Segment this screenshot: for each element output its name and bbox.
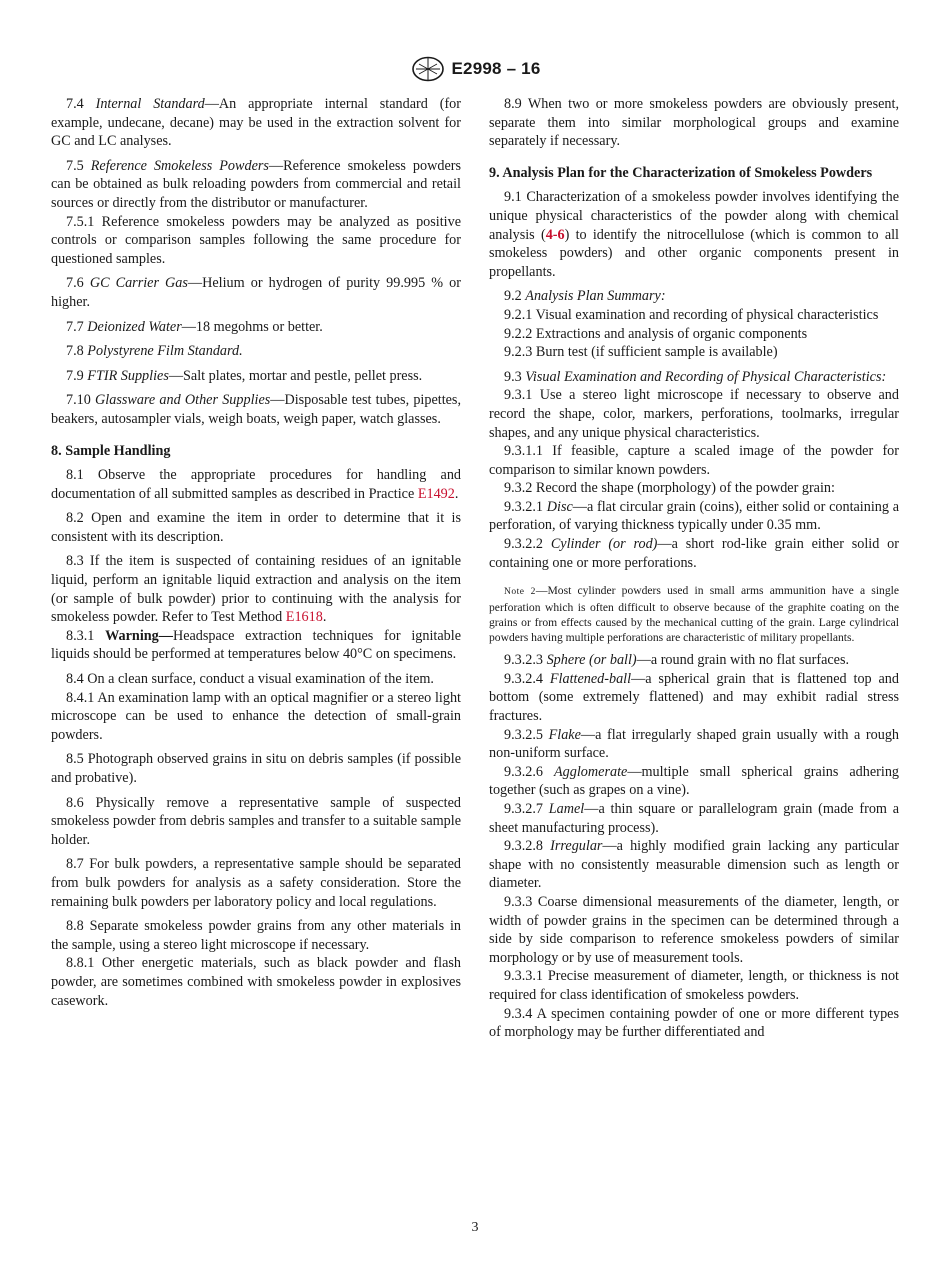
clause-number: 7.5 — [66, 157, 84, 174]
clause-text: Other energetic materials, such as black powder and flash powder, are sometimes combined with smokeless powder in explosives casework. — [51, 955, 462, 1009]
clause-text: Characterization of a smokeless powder involves identifying the unique physical characteristics of the powder along with chemical analysis ( — [489, 189, 899, 243]
clause-title: Flake — [548, 726, 581, 743]
clause-paragraph — [489, 893, 899, 967]
clause-number: 7.4 — [66, 96, 84, 112]
clause-text: —Helium or hydrogen of purity 99.995 % or higher. — [51, 275, 461, 310]
clause-text: —18 megohms or better. — [181, 318, 323, 335]
clause-paragraph — [51, 670, 461, 689]
clause-paragraph — [489, 967, 899, 1004]
clause-paragraph — [489, 800, 899, 837]
clause-title: Internal Standard — [95, 96, 205, 112]
clause-number: 8.8 — [66, 918, 84, 935]
clause-number: 9.3.2 — [504, 480, 533, 497]
clause-title: Polystyrene Film Standard. — [87, 343, 243, 360]
clause-title: GC Carrier Gas — [89, 275, 188, 292]
left-column — [51, 95, 461, 1010]
clause-paragraph — [51, 750, 461, 787]
clause-title: FTIR Supplies — [87, 367, 169, 384]
clause-number: 9.2 — [504, 288, 522, 305]
clause-number: 9.3.2.1 — [504, 498, 544, 515]
clause-paragraph — [51, 466, 461, 503]
clause-number: 8.3.1 — [66, 627, 95, 644]
standard-link[interactable]: E1618 — [285, 609, 323, 626]
clause-text: Visual examination and recording of physical characteristics — [535, 306, 879, 323]
clause-number: 8.1 — [66, 467, 84, 484]
clause-number: 9.3.2.3 — [504, 652, 544, 669]
clause-text: —Disposable test tubes, pipettes, beakers, autosampler vials, weigh boats, weigh paper, watch glasses. — [51, 392, 461, 427]
clause-title: Sphere (or ball) — [546, 652, 637, 669]
clause-text: —An appropriate internal standard (for example, undecane, decane) may be used in the extraction solvent for GC and LC analyses. — [51, 96, 461, 150]
clause-title: Glassware and Other Supplies — [95, 392, 271, 409]
clause-paragraph — [51, 954, 461, 1010]
clause-number: 9.3.2.2 — [504, 536, 544, 553]
clause-paragraph — [489, 763, 899, 800]
clause-paragraph — [51, 855, 461, 911]
clause-title: Analysis Plan Summary: — [525, 288, 666, 305]
clause-number: 7.7 — [66, 318, 84, 335]
clause-paragraph — [51, 318, 461, 337]
clause-text-tail: ) to identify the nitrocellulose (which is common to all smokeless powders) and other organic components present in propellants. — [489, 226, 899, 280]
clause-paragraph — [489, 343, 899, 362]
clause-text: When two or more smokeless powders are obviously present, separate them into similar morphological groups and examine separately if necessary. — [489, 96, 899, 150]
clause-number: 9.2.2 — [504, 325, 533, 342]
page-number: 3 — [471, 1220, 479, 1235]
clause-number: 9.1 — [504, 189, 522, 206]
clause-number: 8.4.1 — [66, 689, 95, 706]
clause-text: Burn test (if sufficient sample is available) — [535, 344, 778, 361]
clause-number: 9.3.4 — [504, 1005, 533, 1022]
clause-number: 9.3.3.1 — [504, 968, 544, 985]
clause-number: 9.3.2.4 — [504, 670, 544, 687]
clause-number: 9.3.3 — [504, 893, 533, 910]
clause-title: Flattened-ball — [549, 670, 632, 687]
clause-paragraph — [489, 535, 899, 572]
clause-text: A specimen containing powder of one or more different types of morphology may be further differentiated and — [489, 1005, 899, 1041]
clause-paragraph — [51, 342, 461, 361]
clause-text: Physically remove a representative sample of suspected smokeless powder from debris samples and transfer to a suitable sample holder. — [51, 794, 461, 848]
clause-text: For bulk powders, a representative sample should be separated from bulk powders for analysis as a safety consideration. Store the remaining bulk powders per laboratory policy and local regulations. — [51, 856, 462, 910]
clause-paragraph — [51, 391, 461, 428]
clause-number: 9.3.2.7 — [504, 801, 544, 817]
clause-number: 9.3 — [504, 368, 522, 385]
clause-number: 9.3.1.1 — [504, 443, 544, 460]
clause-text: Precise measurement of diameter, length, or thickness is not required for class identification of smokeless powders. — [489, 968, 899, 1003]
clause-number: 7.8 — [66, 343, 84, 360]
clause-paragraph — [489, 442, 899, 479]
clause-paragraph — [51, 157, 461, 213]
clause-paragraph — [51, 509, 461, 546]
clause-number: 8.5 — [66, 751, 84, 768]
clause-title: Disc — [546, 498, 573, 515]
clause-number: 9.3.2.6 — [504, 763, 544, 780]
clause-text: Photograph observed grains in situ on debris samples (if possible and probative). — [51, 751, 461, 786]
note-label: Note 2 — [504, 587, 536, 598]
reference-link[interactable]: 4-6 — [545, 226, 565, 243]
clause-number: 9.3.2.8 — [504, 838, 544, 855]
clause-paragraph — [489, 837, 899, 893]
clause-number: 7.6 — [66, 275, 84, 292]
clause-text: Open and examine the item in order to determine that it is consistent with its description. — [51, 510, 461, 545]
clause-paragraph — [51, 917, 461, 954]
clause-title: Cylinder (or rod) — [550, 536, 658, 553]
clause-text: —a thin square or parallelogram grain (made from a sheet manufacturing process). — [489, 801, 900, 836]
clause-number: 7.9 — [66, 367, 84, 384]
clause-text: Observe the appropriate procedures for handling and documentation of all submitted samples as described in Practice — [51, 467, 462, 502]
clause-paragraph — [51, 794, 461, 850]
clause-paragraph — [489, 479, 899, 498]
clause-text: Record the shape (morphology) of the powder grain: — [535, 480, 835, 497]
clause-paragraph — [489, 726, 899, 763]
clause-paragraph — [489, 368, 899, 387]
clause-text: Headspace extraction techniques for ignitable liquids should be performed at temperatures below 40°C on specimens. — [51, 627, 461, 663]
clause-text-tail: . — [454, 485, 459, 502]
clause-number: 9.3.2.5 — [504, 726, 544, 743]
clause-title: Agglomerate — [554, 763, 628, 780]
clause-paragraph — [489, 325, 899, 344]
section-heading: 8. Sample Handling — [51, 442, 171, 459]
clause-text: —a spherical grain that is flattened top and bottom (some extremely flattened) and may exhibit radial stress fractures. — [489, 670, 899, 725]
clause-paragraph — [489, 306, 899, 325]
clause-number: 9.2.1 — [504, 306, 533, 323]
clause-number: 7.5.1 — [66, 213, 95, 230]
clause-number: 8.9 — [504, 96, 522, 112]
clause-paragraph — [51, 627, 461, 664]
clause-text-tail: . — [322, 609, 327, 626]
section-heading: 9. Analysis Plan for the Characterization of Smokeless Powders — [489, 164, 873, 181]
astm-logo-icon — [410, 56, 446, 82]
right-column — [489, 95, 899, 1042]
clause-paragraph — [51, 274, 461, 311]
clause-text: —a flat circular grain (coins), either solid or containing a perforation, of varying thickness typically under 0.35 mm. — [489, 498, 899, 534]
clause-paragraph — [51, 552, 461, 626]
standard-link[interactable]: E1492 — [417, 485, 455, 502]
clause-text: —multiple small spherical grains adhering together (such as grapes on a vine). — [489, 763, 900, 799]
clause-paragraph — [489, 651, 899, 670]
warning-label: Warning— — [105, 627, 173, 644]
clause-text: Use a stereo light microscope if necessary to observe and record the shape, color, markers, perforations, toolmarks, irregular shapes, and any unique physical characteristics. — [489, 387, 899, 441]
clause-paragraph — [489, 188, 899, 281]
clause-text: —a short rod-like grain either solid or containing one or more perforations. — [489, 536, 899, 571]
clause-paragraph — [51, 689, 461, 745]
clause-title: Deionized Water — [87, 318, 182, 335]
document-id: E2998 – 16 — [451, 59, 541, 78]
clause-paragraph — [51, 367, 461, 386]
clause-text: If feasible, capture a scaled image of the powder for comparison to similar known powders. — [489, 443, 899, 478]
clause-number: 7.10 — [66, 392, 91, 409]
clause-paragraph — [489, 498, 899, 535]
clause-number: 9.3.1 — [504, 387, 533, 404]
clause-text: If the item is suspected of containing residues of an ignitable liquid, perform an ignitable liquid extraction and analysis on the item (or sample of bulk powder) prior to continuing with the analysis for smokeless powder. Refer to Test Method — [51, 553, 462, 626]
clause-number: 8.7 — [66, 856, 84, 873]
clause-paragraph — [489, 287, 899, 306]
clause-title: Reference Smokeless Powders — [90, 157, 269, 174]
clause-text: Separate smokeless powder grains from any other materials in the sample, using a stereo light microscope if necessary. — [51, 918, 462, 953]
clause-text: Extractions and analysis of organic components — [535, 325, 808, 342]
clause-number: 8.6 — [66, 794, 84, 811]
clause-text: An examination lamp with an optical magnifier or a stereo light microscope can be used to enhance the detection of small-grain powders. — [51, 689, 461, 743]
clause-title: Visual Examination and Recording of Physical Characteristics: — [525, 368, 887, 385]
clause-title: Lamel — [548, 801, 585, 817]
clause-text: —Reference smokeless powders can be obtained as bulk reloading powders from commercial and retail sources or directly from the distributor or manufacturer. — [51, 157, 462, 211]
clause-paragraph — [51, 213, 461, 269]
clause-text: On a clean surface, conduct a visual examination of the item. — [87, 671, 434, 688]
clause-number: 8.8.1 — [66, 955, 95, 972]
note-paragraph — [489, 583, 899, 645]
clause-paragraph — [489, 1005, 899, 1042]
clause-title: Irregular — [550, 838, 603, 855]
clause-number: 8.2 — [66, 510, 84, 527]
page-header — [0, 56, 950, 82]
clause-text: —Salt plates, mortar and pestle, pellet press. — [168, 367, 423, 384]
clause-number: 8.3 — [66, 553, 84, 570]
clause-number: 9.2.3 — [504, 344, 533, 361]
clause-paragraph — [489, 95, 899, 151]
clause-text: Reference smokeless powders may be analyzed as positive controls or comparison samples following the same procedure for questioned samples. — [51, 213, 462, 267]
clause-text: —a highly modified grain lacking any particular shape with no consistently measurable dimension such as length or diameter. — [489, 838, 899, 892]
clause-paragraph — [51, 95, 461, 151]
clause-text: Coarse dimensional measurements of the diameter, length, or width of powder grains in the specimen can be determined through a side by side comparison to reference smokeless powders of similar morphology or by use of measurement tools. — [489, 893, 899, 966]
clause-text: —a round grain with no flat surfaces. — [636, 652, 850, 669]
clause-paragraph — [489, 386, 899, 442]
note-text: —Most cylinder powders used in small arms ammunition have a single perforation which is often difficult to observe because of the graphite coating on the grains or from effects caused by the mechanical cutting of the grain. Large cylindrical powders having multiple perforations are characteristic of military propellants. — [489, 584, 899, 645]
clause-text: —a flat irregularly shaped grain usually with a rough non-uniform surface. — [489, 726, 900, 762]
clause-number: 8.4 — [66, 671, 84, 688]
clause-paragraph — [489, 670, 899, 726]
